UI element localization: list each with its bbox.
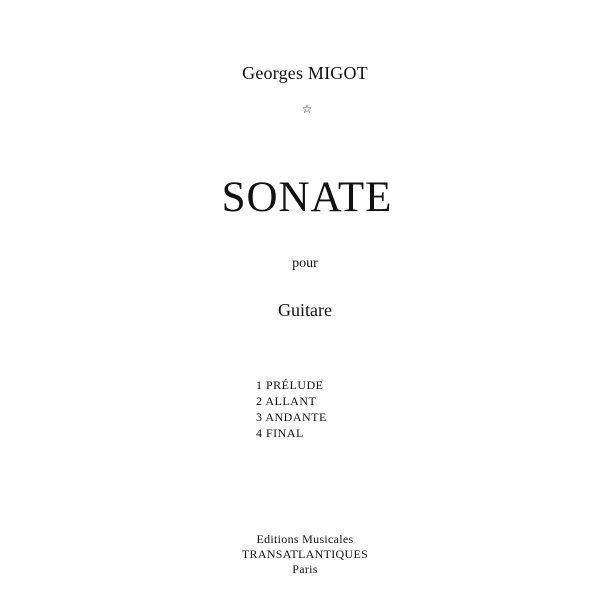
movement-item: 1 PRÉLUDE (256, 378, 324, 392)
publisher-line: Editions Musicales (256, 532, 354, 546)
instrument-name: Guitare (278, 300, 332, 320)
pour-text: pour (292, 256, 318, 271)
movement-list (256, 377, 327, 441)
movement-item: 3 ANDANTE (256, 410, 327, 424)
movement-item: 2 ALLANT (256, 394, 317, 408)
publisher-city: Paris (292, 562, 318, 576)
work-title: SONATE (221, 174, 393, 221)
publisher-block (0, 532, 610, 577)
composer-name: Georges MIGOT (242, 63, 368, 83)
star-ornament-icon: ☆ (301, 102, 313, 116)
movement-item: 4 FINAL (256, 426, 304, 440)
publisher-name: TRANSATLANTIQUES (241, 547, 369, 561)
